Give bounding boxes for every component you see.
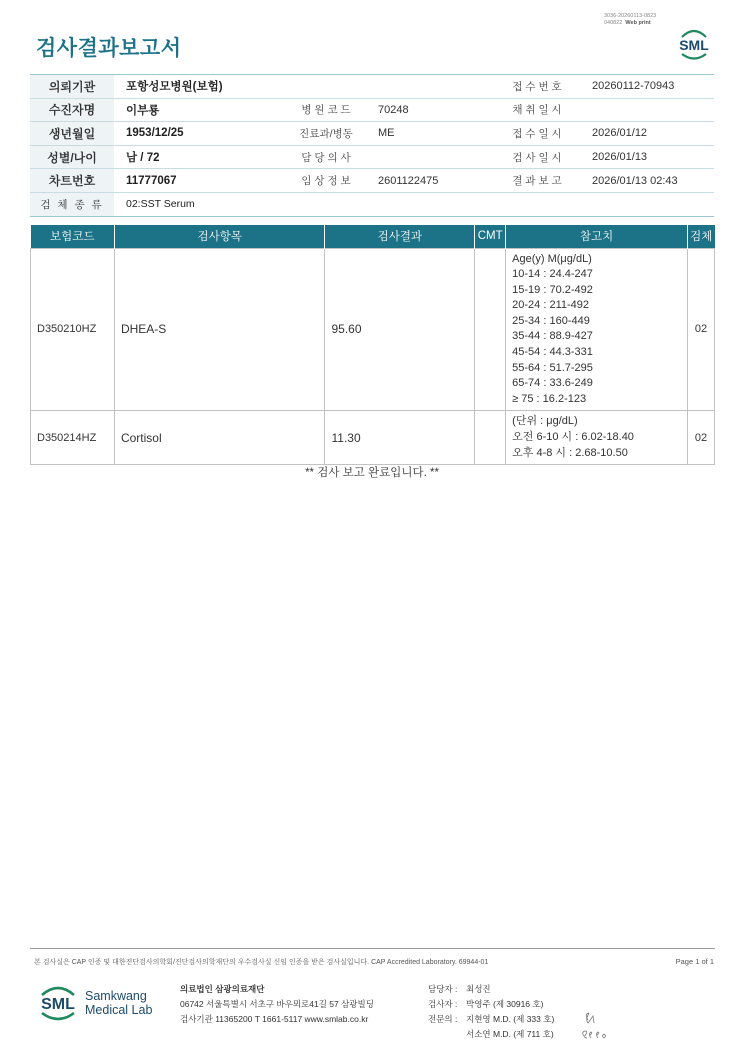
info-value: 남 / 72: [126, 152, 160, 165]
info-value: 11777067: [126, 174, 177, 187]
reference-line: 15-19 : 70.2-492: [512, 283, 593, 296]
info-label: 검 체 종 류: [30, 193, 114, 216]
organization-info: [180, 982, 374, 1027]
column-header: 검사결과: [325, 225, 475, 248]
page-number: Page 1 of 1: [675, 957, 714, 966]
info-label: 의뢰기관: [30, 75, 114, 98]
info-value: 1953/12/25: [126, 127, 184, 140]
results-header-row: [31, 225, 715, 248]
info-value: ME: [378, 127, 395, 140]
staff-label: 전문의 :: [428, 1014, 458, 1024]
info-value: [576, 99, 714, 122]
print-meta: [604, 13, 656, 26]
info-row: [30, 75, 714, 99]
specimen-code: 02: [688, 248, 715, 411]
info-value: 2026/01/13 02:43: [592, 174, 678, 187]
info-value: [368, 146, 498, 169]
test-item: Cortisol: [114, 411, 325, 465]
specimen-code: 02: [688, 411, 715, 465]
info-row: [30, 146, 714, 170]
sml-logo-icon: [674, 25, 714, 63]
brand-line2: Medical Lab: [85, 1002, 153, 1017]
certification-note: 본 검사실은 CAP 인증 및 대한진단검사의학회/진단검사의학재단의 우수검사실 신임 인증을 받은 검사실입니다. CAP Accredited Laboratory. 69944-01: [34, 959, 489, 966]
report-title: 검사결과보고서: [36, 37, 182, 60]
print-meta-tag: Web print: [625, 19, 651, 26]
info-row: [30, 122, 714, 146]
print-meta-code: 040822: [604, 19, 623, 26]
organization-address: 06742 서울특별시 서초구 바우뫼로41길 57 삼광빌딩: [180, 999, 374, 1009]
reference-range: [506, 248, 688, 411]
staff-label: [428, 1027, 466, 1042]
info-label: 접 수 번 호: [512, 80, 562, 93]
info-label: 채 취 일 시: [512, 104, 562, 117]
column-header: CMT: [475, 225, 506, 248]
brand-name: [85, 990, 152, 1017]
completion-notice: ** 검사 보고 완료입니다. **: [305, 467, 439, 479]
comment-cell: [475, 248, 506, 411]
results-table: [30, 225, 715, 465]
info-label: 진료과/병동: [299, 127, 353, 140]
staff-row: [428, 982, 554, 997]
info-label: 임 상 정 보: [301, 175, 351, 188]
sml-logo-text: SML: [679, 37, 709, 53]
info-label: 생년월일: [30, 122, 114, 145]
info-value: 포항성모병원(보험): [126, 81, 223, 94]
brand-line1: Samkwang: [85, 989, 147, 1003]
test-item: DHEA-S: [114, 248, 325, 411]
info-label: 성별/나이: [30, 146, 114, 169]
staff-info: [428, 982, 554, 1042]
reference-line: 45-54 : 44.3-331: [512, 346, 593, 359]
info-label: 차트번호: [30, 169, 114, 192]
info-value: 2026/01/12: [592, 127, 648, 140]
column-header: 검사항목: [114, 225, 325, 248]
staff-value: 박영주 (제 30916 호): [466, 999, 544, 1009]
reference-line: 35-44 : 88.9-427: [512, 330, 593, 343]
info-row: [30, 193, 714, 217]
staff-value: 서소연 M.D. (제 711 호): [466, 1029, 554, 1039]
test-result: 95.60: [325, 248, 475, 411]
column-header: 보험코드: [31, 225, 115, 248]
info-value: 02:SST Serum: [126, 198, 195, 211]
footer-divider: [30, 948, 715, 949]
organization-name: 의료법인 삼광의료재단: [180, 984, 265, 994]
insurance-code: D350210HZ: [31, 248, 115, 411]
table-row: [31, 411, 715, 465]
reference-line: 55-64 : 51.7-295: [512, 361, 593, 374]
reference-line: 25-34 : 160-449: [512, 314, 590, 327]
table-row: [31, 248, 715, 411]
reference-line: 20-24 : 211-492: [512, 299, 590, 312]
staff-row: [428, 1027, 554, 1042]
print-meta-line1: 3036-20260113-0823: [604, 13, 657, 19]
info-row: [30, 99, 714, 123]
column-header: 참고치: [506, 225, 688, 248]
info-label: [284, 75, 368, 98]
info-label: 병 원 코 드: [301, 104, 351, 117]
staff-row: [428, 997, 554, 1012]
info-label: 접 수 일 시: [512, 127, 562, 140]
reference-line: ≥ 75 : 16.2-123: [512, 392, 587, 405]
info-value: [368, 75, 498, 98]
staff-row: [428, 1012, 554, 1027]
samkwang-logo-icon: [36, 980, 80, 1024]
reference-range: [506, 411, 688, 465]
test-result: 11.30: [325, 411, 475, 465]
comment-cell: [475, 411, 506, 465]
reference-line: 65-74 : 33.6-249: [512, 377, 593, 390]
info-value: 20260112-70943: [592, 80, 675, 93]
info-value: 70248: [378, 103, 409, 116]
insurance-code: D350214HZ: [31, 411, 115, 465]
column-header: 검체: [688, 225, 715, 248]
staff-value: 지현영 M.D. (제 333 호): [466, 1014, 555, 1024]
staff-label: 검사자 :: [428, 999, 458, 1009]
reference-line: (단위 : μg/dL): [512, 415, 578, 428]
info-value: 이부룡: [126, 104, 160, 117]
reference-line: 오후 4-8 시 : 2.68-10.50: [512, 446, 628, 459]
staff-value: 최성진: [466, 984, 491, 994]
reference-line: 10-14 : 24.4-247: [512, 268, 593, 281]
info-label: 결 과 보 고: [512, 175, 562, 188]
reference-line: 오전 6-10 시 : 6.02-18.40: [512, 431, 634, 444]
staff-label: 담당자 :: [428, 984, 458, 994]
info-label: 검 사 일 시: [512, 151, 562, 164]
info-label: 담 당 의 사: [301, 151, 351, 164]
info-row: [30, 169, 714, 193]
info-value: 2601122475: [378, 174, 439, 187]
patient-info-table: [30, 74, 714, 217]
info-value: 2026/01/13: [592, 151, 648, 164]
organization-contact: 검사기관 11365200 T 1661-5117 www.smlab.co.kr: [180, 1014, 369, 1024]
signature-icon: [580, 1010, 610, 1042]
reference-line: Age(y) M(μg/dL): [512, 252, 592, 265]
info-label: 수진자명: [30, 99, 114, 122]
footer-logo-text: SML: [41, 996, 75, 1013]
